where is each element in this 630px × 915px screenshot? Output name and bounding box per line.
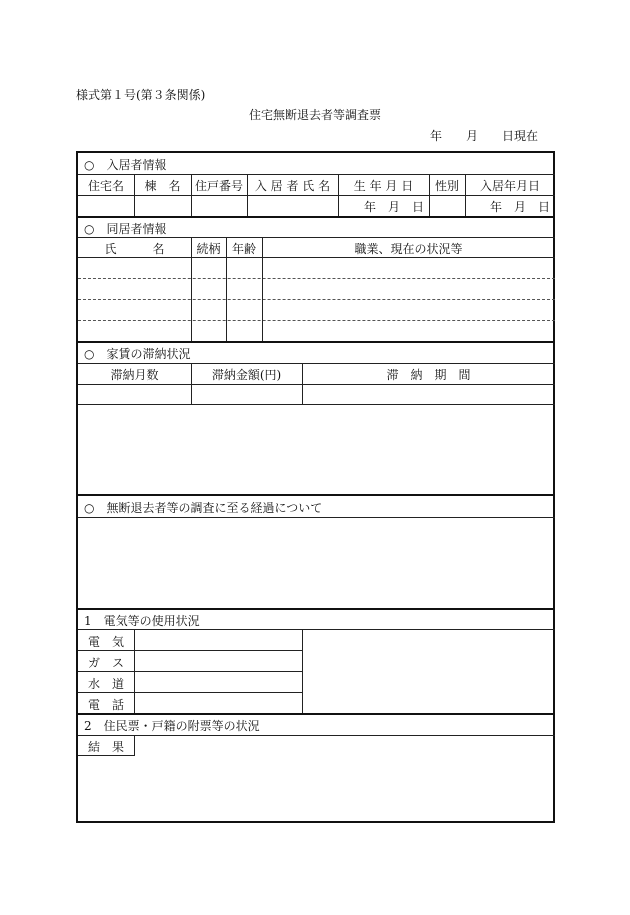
- header-gender: 性別: [434, 179, 459, 193]
- header-age: 年齢: [231, 242, 256, 256]
- birth-date-value: 年 月 日: [363, 200, 424, 214]
- section-heading-rent-arrears: ○ 家賃の滞納状況: [84, 347, 191, 361]
- section-heading-utilities: 1 電気等の使用状況: [84, 614, 200, 628]
- header-occupant-name: 入 居 者 氏 名: [254, 179, 331, 193]
- section-heading-investigation-background: ○ 無断退去者等の調査に至る経過について: [84, 501, 323, 515]
- result-label: 結 果: [87, 740, 124, 754]
- section-heading-cohabitants: ○ 同居者情報: [84, 222, 167, 236]
- header-move-in-date: 入居年月日: [479, 179, 540, 193]
- header-months-overdue: 滞納月数: [110, 368, 159, 382]
- survey-form-table: [76, 151, 555, 823]
- header-unit-number: 住戸番号: [194, 179, 243, 193]
- header-cohabitant-name: 氏 名: [104, 242, 165, 256]
- header-occupation-status: 職業、現在の状況等: [354, 242, 463, 256]
- header-amount-overdue: 滞納金額(円): [211, 368, 282, 382]
- form-number: 様式第１号(第３条関係): [76, 88, 206, 102]
- form-title: 住宅無断退去者等調査票: [248, 108, 381, 122]
- section-heading-occupant-info: ○ 入居者情報: [84, 158, 167, 172]
- header-relationship: 続柄: [196, 242, 221, 256]
- header-birth-date: 生 年 月 日: [353, 179, 414, 193]
- utility-gas: ガ ス: [87, 656, 124, 670]
- header-overdue-period: 滞 納 期 間: [386, 368, 471, 382]
- utility-phone: 電 話: [87, 698, 124, 712]
- header-housing-name: 住宅名: [87, 179, 124, 193]
- date-line: 年 月 日現在: [430, 129, 539, 143]
- move-in-date-value: 年 月 日: [489, 200, 550, 214]
- section-heading-resident-register: 2 住民票・戸籍の附票等の状況: [84, 719, 260, 733]
- utility-electricity: 電 気: [87, 635, 124, 649]
- utility-water: 水 道: [87, 677, 124, 691]
- header-building-name: 棟 名: [144, 179, 181, 193]
